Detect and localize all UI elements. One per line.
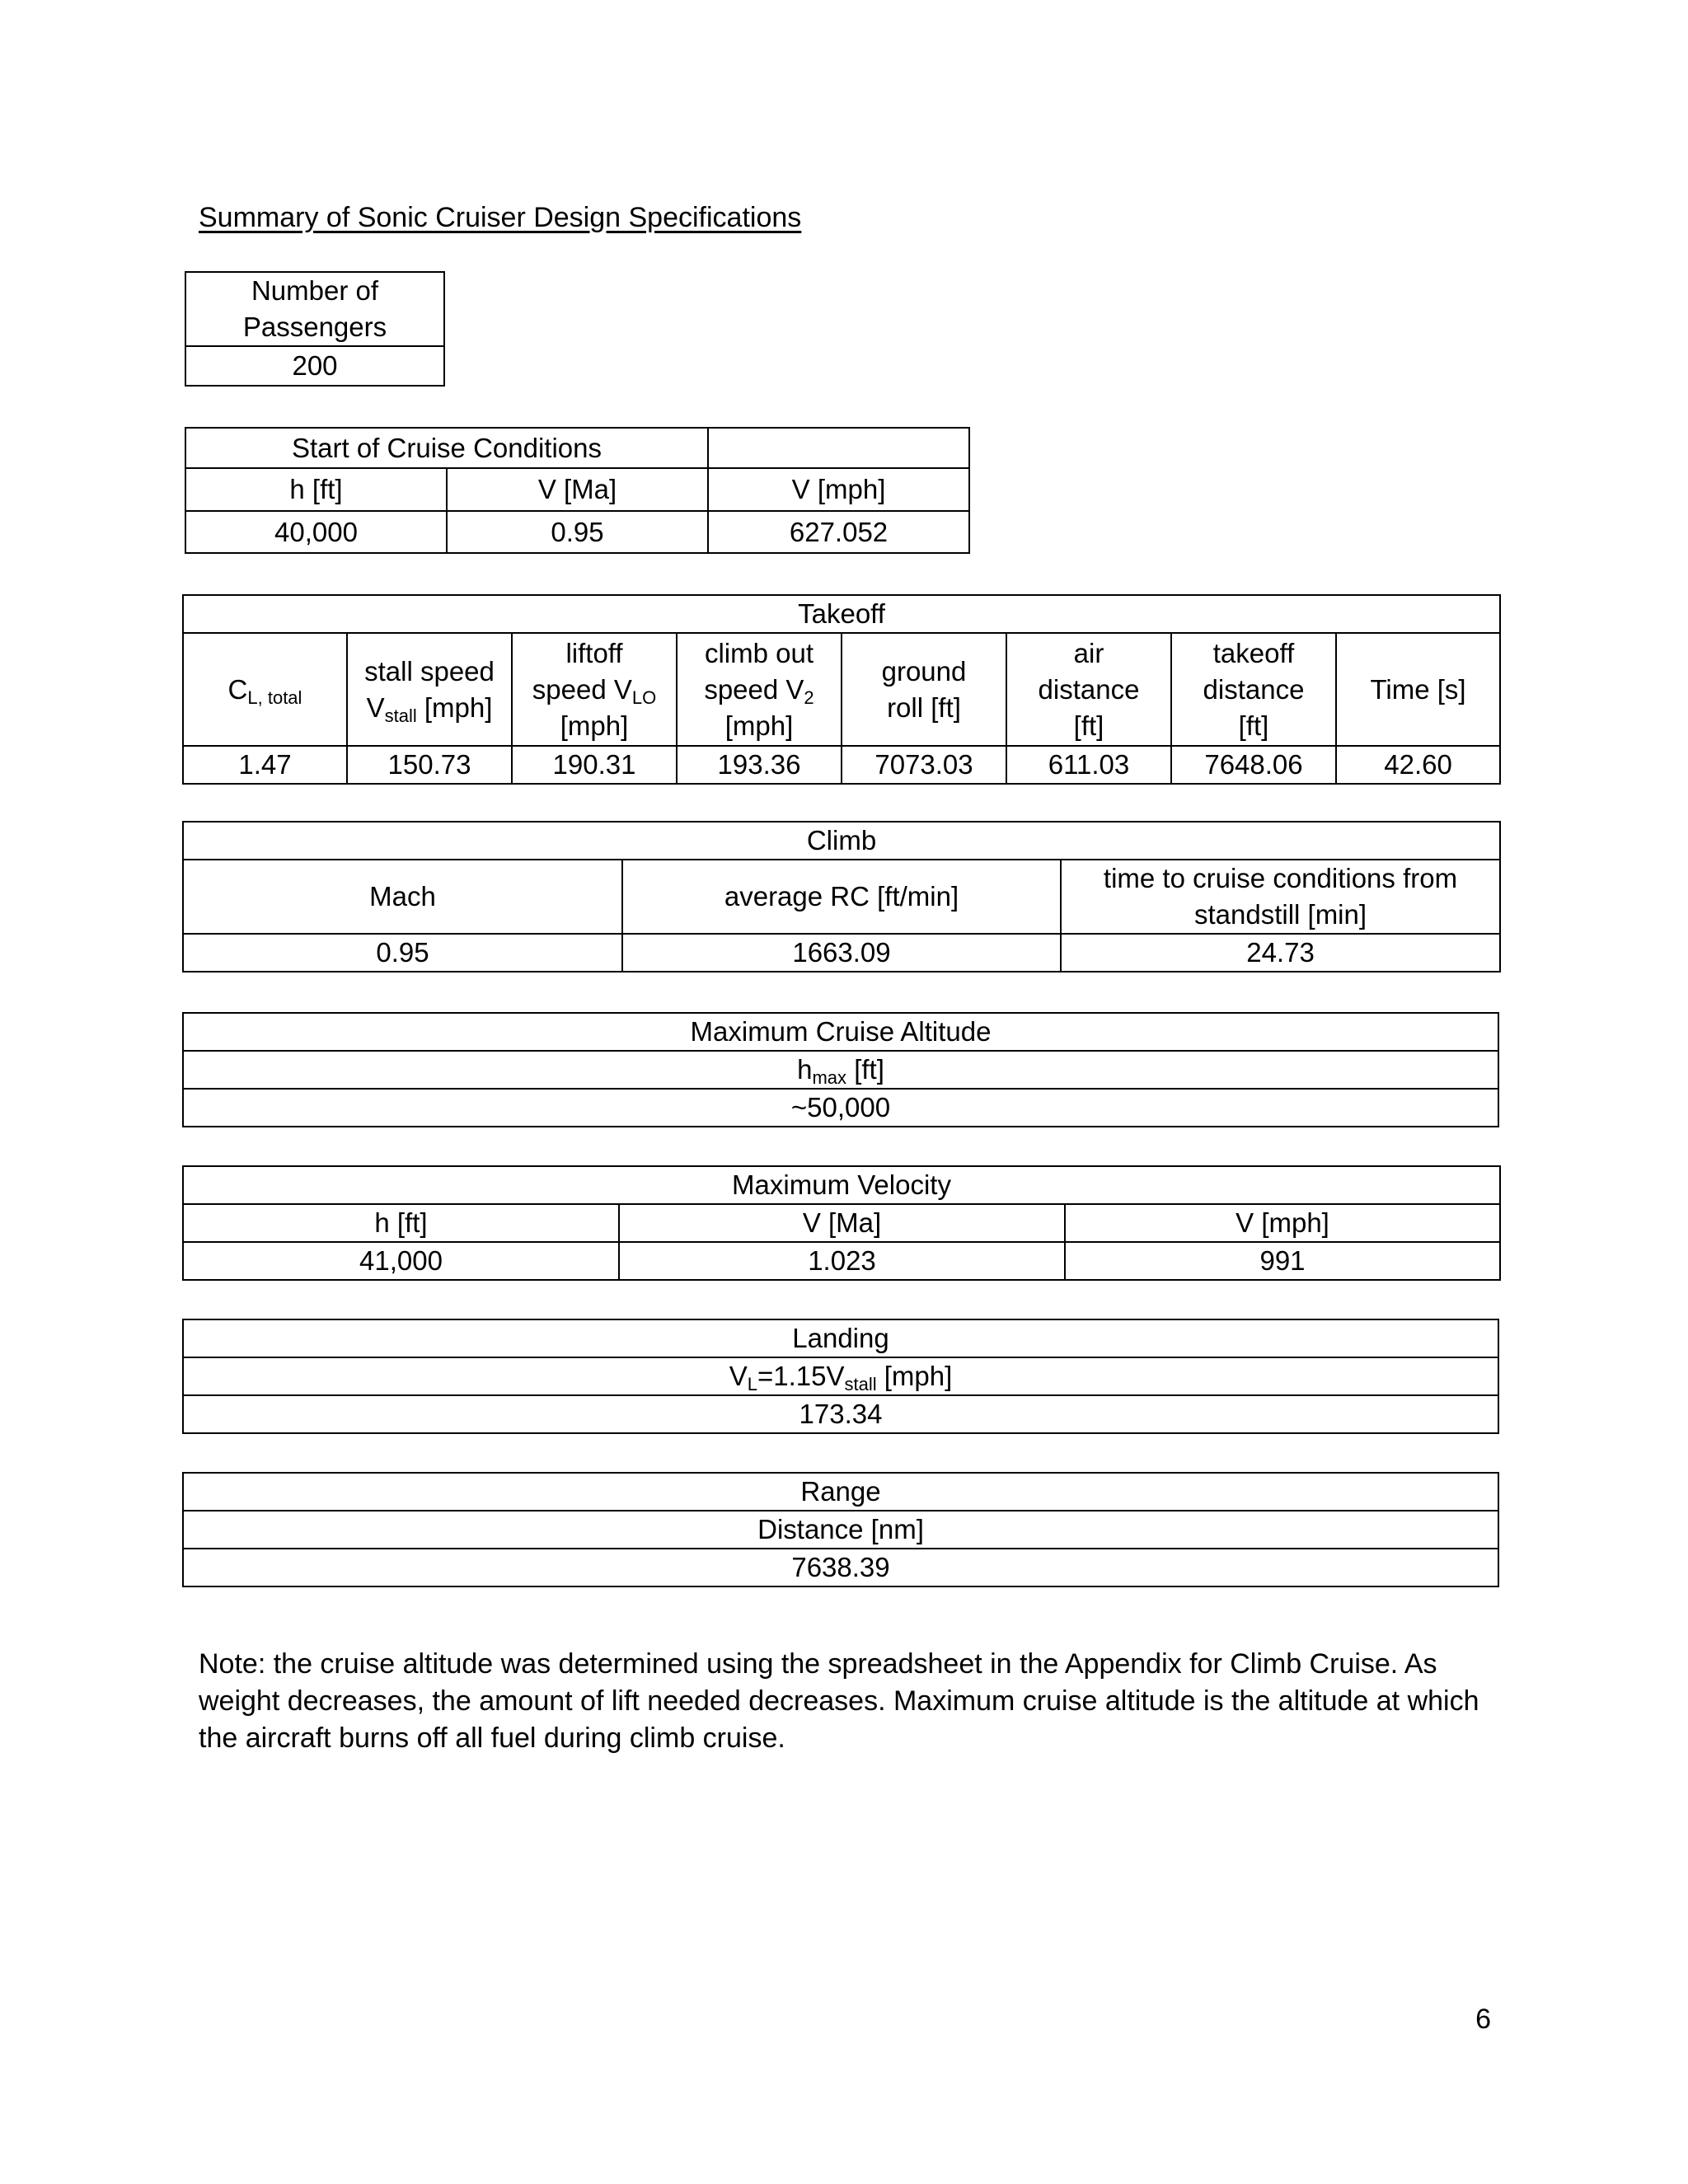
- takeoff-value-liftoff-speed: 190.31: [512, 746, 677, 784]
- vl-equation: =1.15V: [757, 1361, 845, 1391]
- stall-speed-symbol: V: [366, 691, 385, 723]
- climb-value-mach: 0.95: [183, 934, 622, 972]
- cruise-start-value-v-mph: 627.052: [708, 511, 969, 553]
- takeoff-header-stall-speed: [347, 633, 512, 746]
- takeoff-header-takeoff-distance: [1171, 633, 1336, 746]
- cruise-start-header-v-ma: V [Ma]: [447, 468, 708, 511]
- climb-value-time-to-cruise: 24.73: [1061, 934, 1500, 972]
- takeoff-table: [182, 594, 1501, 785]
- cruise-start-value-h: 40,000: [185, 511, 447, 553]
- air-distance-line1: air: [1073, 637, 1104, 668]
- takeoff-header-air-distance: [1006, 633, 1171, 746]
- passengers-table: [185, 271, 445, 387]
- range-title: Range: [183, 1473, 1498, 1511]
- climb-header-mach: Mach: [183, 860, 622, 934]
- cruise-start-title: Start of Cruise Conditions: [185, 428, 708, 468]
- cl-symbol: C: [227, 673, 248, 705]
- liftoff-subscript: LO: [631, 687, 657, 708]
- cruise-start-value-v-ma: 0.95: [447, 511, 708, 553]
- max-velocity-header-h: h [ft]: [183, 1204, 619, 1242]
- stall-speed-line1: stall speed: [364, 655, 495, 687]
- stall-speed-subscript: stall: [384, 705, 417, 726]
- liftoff-line1: liftoff: [565, 637, 623, 668]
- climb-out-line1: climb out: [704, 637, 814, 668]
- vl-unit: [mph]: [876, 1361, 953, 1391]
- air-distance-line2: distance: [1038, 673, 1140, 705]
- takeoff-value-stall-speed: 150.73: [347, 746, 512, 784]
- vl-symbol: V: [729, 1361, 748, 1391]
- takeoff-value-time: 42.60: [1336, 746, 1500, 784]
- takeoff-header-cl-total: [183, 633, 347, 746]
- ground-roll-line1: ground: [881, 655, 967, 687]
- max-velocity-header-v-mph: V [mph]: [1065, 1204, 1500, 1242]
- landing-table: [182, 1319, 1499, 1434]
- liftoff-symbol: speed V: [532, 673, 632, 705]
- liftoff-unit: [mph]: [560, 710, 629, 741]
- cruise-start-header-v-mph: V [mph]: [708, 468, 969, 511]
- takeoff-title: Takeoff: [183, 595, 1500, 633]
- note-paragraph: Note: the cruise altitude was determined using the spreadsheet in the Appendix for Climb Cruise. As weight decreases, the amount of lift needed decreases. Maximum cruise altitude is the altitude at which the aircraft burns off all fuel during climb cruise.: [199, 1648, 1479, 1754]
- takeoff-value-takeoff-distance: 7648.06: [1171, 746, 1336, 784]
- max-velocity-value-v-mph: 991: [1065, 1242, 1500, 1280]
- cruise-start-table: [185, 427, 970, 554]
- takeoff-distance-line2: distance: [1203, 673, 1305, 705]
- page-title: Summary of Sonic Cruiser Design Specifications: [199, 202, 802, 233]
- landing-value: 173.34: [183, 1395, 1498, 1433]
- passengers-header-line1: Number of: [251, 275, 379, 306]
- air-distance-line3: [ft]: [1073, 710, 1104, 741]
- climb-value-average-rc: 1663.09: [622, 934, 1061, 972]
- range-header: Distance [nm]: [183, 1511, 1498, 1549]
- range-table: [182, 1472, 1499, 1587]
- takeoff-header-climb-out-speed: [677, 633, 842, 746]
- hmax-symbol: h: [797, 1054, 813, 1085]
- takeoff-value-air-distance: 611.03: [1006, 746, 1171, 784]
- hmax-subscript: max: [812, 1067, 847, 1088]
- passengers-value: 200: [185, 346, 444, 386]
- takeoff-value-cl-total: 1.47: [183, 746, 347, 784]
- max-velocity-title: Maximum Velocity: [183, 1166, 1500, 1204]
- max-velocity-header-v-ma: V [Ma]: [619, 1204, 1065, 1242]
- takeoff-header-time: Time [s]: [1336, 633, 1500, 746]
- passengers-header: [185, 272, 444, 346]
- climb-header-time-to-cruise: time to cruise conditions from standstill [min]: [1061, 860, 1500, 934]
- takeoff-header-ground-roll: [842, 633, 1006, 746]
- max-altitude-value: ~50,000: [183, 1089, 1498, 1127]
- climb-title: Climb: [183, 822, 1500, 860]
- max-velocity-table: [182, 1165, 1501, 1281]
- passengers-header-line2: Passengers: [242, 312, 387, 342]
- max-altitude-table: [182, 1012, 1499, 1127]
- hmax-unit: [ft]: [846, 1054, 884, 1085]
- landing-header: [183, 1357, 1498, 1395]
- cl-subscript: L, total: [247, 687, 302, 708]
- vstall-subscript: stall: [844, 1374, 877, 1394]
- takeoff-value-climb-out-speed: 193.36: [677, 746, 842, 784]
- max-altitude-title: Maximum Cruise Altitude: [183, 1013, 1498, 1051]
- page-number: 6: [1475, 2004, 1491, 2035]
- cruise-start-title-spacer: [708, 428, 969, 468]
- climb-out-subscript: 2: [804, 687, 814, 708]
- takeoff-value-ground-roll: 7073.03: [842, 746, 1006, 784]
- max-altitude-header: [183, 1051, 1498, 1089]
- ground-roll-line2: roll [ft]: [887, 691, 961, 723]
- max-velocity-value-h: 41,000: [183, 1242, 619, 1280]
- stall-speed-unit: [mph]: [416, 691, 493, 723]
- climb-out-symbol: speed V: [704, 673, 804, 705]
- vl-subscript: L: [747, 1374, 757, 1394]
- takeoff-distance-line3: [ft]: [1238, 710, 1269, 741]
- cruise-start-header-h: h [ft]: [185, 468, 447, 511]
- max-velocity-value-v-ma: 1.023: [619, 1242, 1065, 1280]
- takeoff-header-liftoff-speed: [512, 633, 677, 746]
- range-value: 7638.39: [183, 1549, 1498, 1586]
- takeoff-distance-line1: takeoff: [1212, 637, 1295, 668]
- climb-header-average-rc: average RC [ft/min]: [622, 860, 1061, 934]
- landing-title: Landing: [183, 1319, 1498, 1357]
- climb-table: [182, 821, 1501, 972]
- climb-out-unit: [mph]: [724, 710, 794, 741]
